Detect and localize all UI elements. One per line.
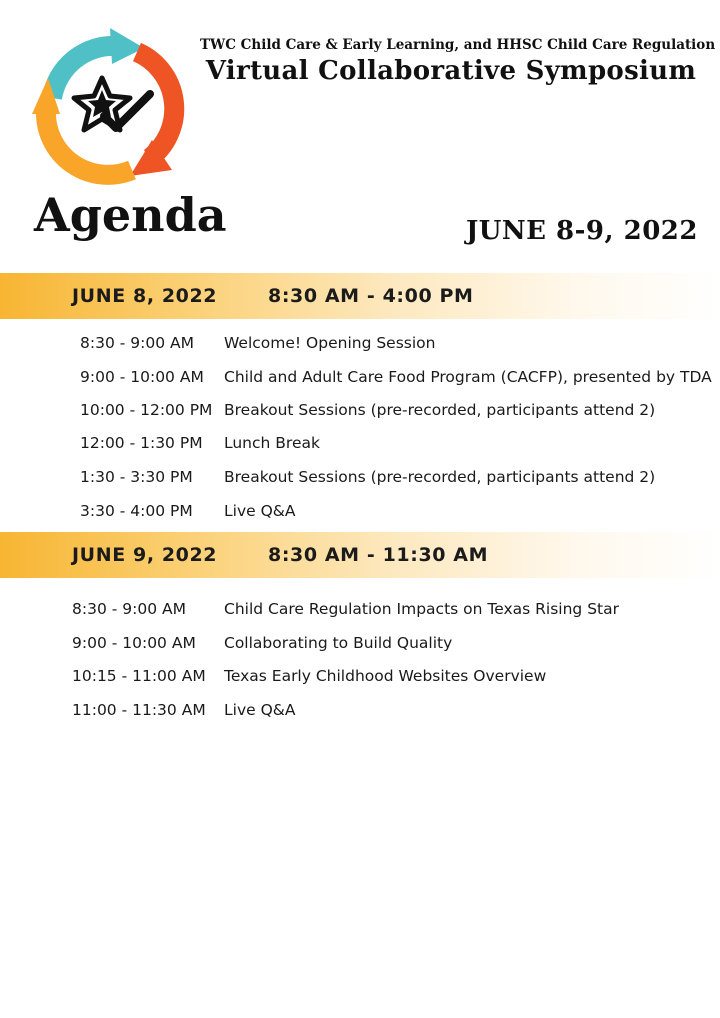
session-row	[0, 502, 720, 526]
symposium-logo	[32, 28, 194, 190]
session-description: Texas Early Childhood Websites Overview	[224, 667, 547, 685]
session-row	[0, 334, 720, 358]
agenda-heading: Agenda	[34, 188, 227, 242]
session-row	[0, 701, 720, 725]
session-description: Breakout Sessions (pre-recorded, participants attend 2)	[224, 401, 656, 419]
session-time: 9:00 - 10:00 AM	[72, 634, 196, 652]
day-banner-june-9	[0, 532, 720, 578]
session-description: Child Care Regulation Impacts on Texas Rising Star	[224, 600, 619, 618]
day-banner-june-8	[0, 273, 720, 319]
day-date: JUNE 9, 2022	[72, 544, 218, 566]
day-time-range: 8:30 AM - 11:30 AM	[268, 544, 489, 566]
session-row	[0, 468, 720, 492]
session-row	[0, 401, 720, 425]
session-time: 3:30 - 4:00 PM	[80, 502, 193, 520]
session-description: Lunch Break	[224, 434, 320, 452]
session-description: Live Q&A	[224, 502, 296, 520]
session-row	[0, 634, 720, 658]
session-row	[0, 434, 720, 458]
session-description: Child and Adult Care Food Program (CACFP), presented by TDA	[224, 368, 712, 386]
session-description: Welcome! Opening Session	[224, 334, 436, 352]
session-row	[0, 600, 720, 624]
session-time: 12:00 - 1:30 PM	[80, 434, 203, 452]
session-time: 9:00 - 10:00 AM	[80, 368, 204, 386]
session-time: 1:30 - 3:30 PM	[80, 468, 193, 486]
session-time: 10:00 - 12:00 PM	[80, 401, 213, 419]
event-dates: JUNE 8-9, 2022	[465, 216, 698, 246]
star-checkmark-icon	[74, 78, 150, 130]
session-time: 8:30 - 9:00 AM	[80, 334, 194, 352]
session-description: Collaborating to Build Quality	[224, 634, 453, 652]
event-title: Virtual Collaborative Symposium	[205, 56, 697, 86]
day-date: JUNE 8, 2022	[72, 285, 218, 307]
session-description: Breakout Sessions (pre-recorded, participants attend 2)	[224, 468, 656, 486]
day-time-range: 8:30 AM - 4:00 PM	[268, 285, 474, 307]
session-row	[0, 368, 720, 392]
session-time: 10:15 - 11:00 AM	[72, 667, 206, 685]
organizers-subtitle: TWC Child Care & Early Learning, and HHSC Child Care Regulation	[200, 37, 716, 53]
session-row	[0, 667, 720, 691]
session-time: 8:30 - 9:00 AM	[72, 600, 186, 618]
session-description: Live Q&A	[224, 701, 296, 719]
session-time: 11:00 - 11:30 AM	[72, 701, 206, 719]
